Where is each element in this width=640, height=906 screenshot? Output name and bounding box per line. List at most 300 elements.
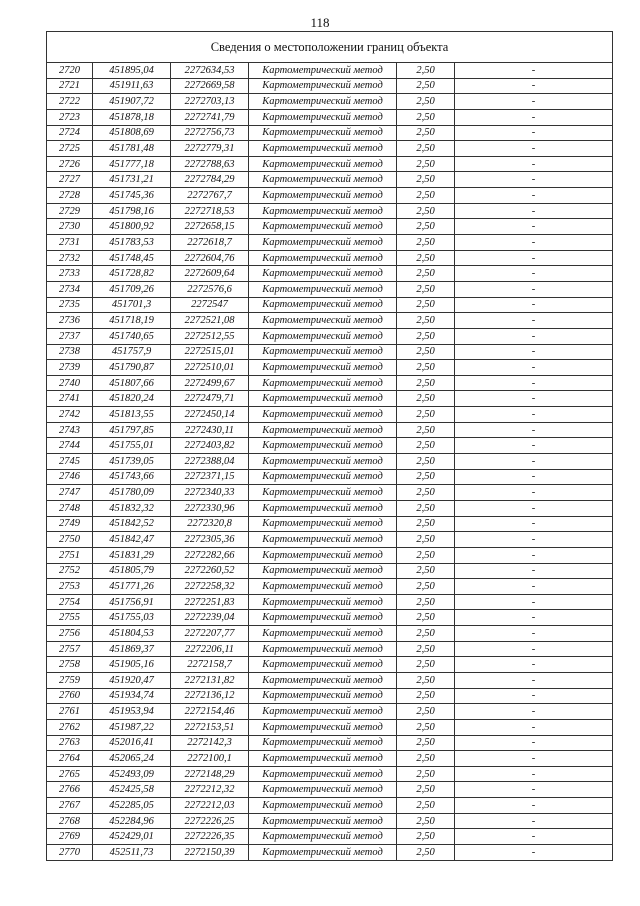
table-row xyxy=(47,735,613,751)
cell-method: Картометрический метод xyxy=(249,626,397,642)
cell-precision: 2,50 xyxy=(397,266,455,282)
cell-precision: 2,50 xyxy=(397,172,455,188)
cell-coord-y: 2272479,71 xyxy=(171,391,249,407)
cell-coord-x: 451807,66 xyxy=(93,375,171,391)
cell-precision: 2,50 xyxy=(397,94,455,110)
cell-coord-x: 451798,16 xyxy=(93,203,171,219)
cell-coord-x: 451800,92 xyxy=(93,219,171,235)
table-row xyxy=(47,63,613,79)
cell-method: Картометрический метод xyxy=(249,172,397,188)
table-row xyxy=(47,766,613,782)
cell-point-number: 2762 xyxy=(47,719,93,735)
cell-precision: 2,50 xyxy=(397,454,455,470)
cell-note: - xyxy=(455,328,613,344)
cell-coord-x: 451740,65 xyxy=(93,328,171,344)
cell-coord-x: 451905,16 xyxy=(93,657,171,673)
cell-precision: 2,50 xyxy=(397,313,455,329)
cell-precision: 2,50 xyxy=(397,657,455,673)
cell-precision: 2,50 xyxy=(397,532,455,548)
table-row xyxy=(47,532,613,548)
cell-coord-x: 451777,18 xyxy=(93,156,171,172)
table-row xyxy=(47,485,613,501)
cell-coord-y: 2272403,82 xyxy=(171,438,249,454)
cell-note: - xyxy=(455,719,613,735)
cell-coord-x: 451718,19 xyxy=(93,313,171,329)
cell-point-number: 2728 xyxy=(47,188,93,204)
cell-precision: 2,50 xyxy=(397,203,455,219)
table-row xyxy=(47,547,613,563)
cell-precision: 2,50 xyxy=(397,782,455,798)
cell-note: - xyxy=(455,782,613,798)
cell-method: Картометрический метод xyxy=(249,500,397,516)
cell-coord-y: 2272305,36 xyxy=(171,532,249,548)
cell-method: Картометрический метод xyxy=(249,735,397,751)
cell-note: - xyxy=(455,845,613,861)
cell-coord-x: 451748,45 xyxy=(93,250,171,266)
table-row xyxy=(47,704,613,720)
cell-coord-x: 451745,36 xyxy=(93,188,171,204)
cell-note: - xyxy=(455,500,613,516)
cell-method: Картометрический метод xyxy=(249,266,397,282)
cell-method: Картометрический метод xyxy=(249,407,397,423)
cell-precision: 2,50 xyxy=(397,672,455,688)
cell-point-number: 2734 xyxy=(47,281,93,297)
cell-method: Картометрический метод xyxy=(249,391,397,407)
cell-method: Картометрический метод xyxy=(249,688,397,704)
cell-coord-y: 2272251,83 xyxy=(171,594,249,610)
cell-point-number: 2724 xyxy=(47,125,93,141)
cell-point-number: 2743 xyxy=(47,422,93,438)
cell-precision: 2,50 xyxy=(397,641,455,657)
cell-coord-x: 451808,69 xyxy=(93,125,171,141)
cell-method: Картометрический метод xyxy=(249,516,397,532)
cell-coord-y: 2272669,58 xyxy=(171,78,249,94)
cell-coord-x: 451783,53 xyxy=(93,235,171,251)
cell-point-number: 2753 xyxy=(47,579,93,595)
cell-method: Картометрический метод xyxy=(249,704,397,720)
cell-note: - xyxy=(455,829,613,845)
cell-precision: 2,50 xyxy=(397,688,455,704)
cell-method: Картометрический метод xyxy=(249,610,397,626)
cell-point-number: 2759 xyxy=(47,672,93,688)
cell-point-number: 2745 xyxy=(47,454,93,470)
cell-precision: 2,50 xyxy=(397,704,455,720)
cell-point-number: 2758 xyxy=(47,657,93,673)
cell-coord-x: 451920,47 xyxy=(93,672,171,688)
cell-note: - xyxy=(455,704,613,720)
table-row xyxy=(47,344,613,360)
table-row xyxy=(47,719,613,735)
cell-note: - xyxy=(455,485,613,501)
cell-coord-y: 2272741,79 xyxy=(171,109,249,125)
cell-precision: 2,50 xyxy=(397,563,455,579)
cell-precision: 2,50 xyxy=(397,516,455,532)
cell-note: - xyxy=(455,172,613,188)
cell-coord-x: 452016,41 xyxy=(93,735,171,751)
cell-note: - xyxy=(455,657,613,673)
cell-precision: 2,50 xyxy=(397,125,455,141)
cell-note: - xyxy=(455,516,613,532)
cell-note: - xyxy=(455,672,613,688)
cell-precision: 2,50 xyxy=(397,407,455,423)
cell-precision: 2,50 xyxy=(397,469,455,485)
cell-point-number: 2767 xyxy=(47,798,93,814)
cell-note: - xyxy=(455,141,613,157)
cell-coord-x: 451805,79 xyxy=(93,563,171,579)
cell-point-number: 2732 xyxy=(47,250,93,266)
cell-coord-x: 451842,47 xyxy=(93,532,171,548)
cell-point-number: 2721 xyxy=(47,78,93,94)
cell-coord-x: 452425,58 xyxy=(93,782,171,798)
cell-point-number: 2736 xyxy=(47,313,93,329)
cell-method: Картометрический метод xyxy=(249,235,397,251)
table-row xyxy=(47,281,613,297)
cell-method: Картометрический метод xyxy=(249,563,397,579)
cell-note: - xyxy=(455,454,613,470)
table-row xyxy=(47,203,613,219)
cell-method: Картометрический метод xyxy=(249,782,397,798)
cell-method: Картометрический метод xyxy=(249,594,397,610)
cell-method: Картометрический метод xyxy=(249,672,397,688)
cell-point-number: 2751 xyxy=(47,547,93,563)
cell-coord-x: 451934,74 xyxy=(93,688,171,704)
cell-coord-y: 2272260,52 xyxy=(171,563,249,579)
cell-coord-x: 451771,26 xyxy=(93,579,171,595)
table-row xyxy=(47,172,613,188)
cell-precision: 2,50 xyxy=(397,375,455,391)
cell-point-number: 2727 xyxy=(47,172,93,188)
cell-coord-y: 2272756,73 xyxy=(171,125,249,141)
cell-precision: 2,50 xyxy=(397,829,455,845)
cell-point-number: 2733 xyxy=(47,266,93,282)
cell-note: - xyxy=(455,203,613,219)
cell-coord-x: 451728,82 xyxy=(93,266,171,282)
cell-note: - xyxy=(455,281,613,297)
cell-coord-x: 452285,05 xyxy=(93,798,171,814)
cell-method: Картометрический метод xyxy=(249,78,397,94)
cell-point-number: 2765 xyxy=(47,766,93,782)
cell-point-number: 2731 xyxy=(47,235,93,251)
cell-coord-x: 452284,96 xyxy=(93,813,171,829)
cell-coord-y: 2272718,53 xyxy=(171,203,249,219)
cell-point-number: 2723 xyxy=(47,109,93,125)
cell-note: - xyxy=(455,766,613,782)
cell-precision: 2,50 xyxy=(397,719,455,735)
cell-coord-x: 451878,18 xyxy=(93,109,171,125)
cell-point-number: 2749 xyxy=(47,516,93,532)
cell-note: - xyxy=(455,235,613,251)
table-row xyxy=(47,235,613,251)
cell-precision: 2,50 xyxy=(397,344,455,360)
cell-point-number: 2764 xyxy=(47,751,93,767)
cell-point-number: 2770 xyxy=(47,845,93,861)
table-title: Сведения о местоположении границ объекта xyxy=(47,32,613,63)
cell-precision: 2,50 xyxy=(397,845,455,861)
cell-coord-x: 451739,05 xyxy=(93,454,171,470)
table-row xyxy=(47,266,613,282)
cell-note: - xyxy=(455,63,613,79)
cell-note: - xyxy=(455,219,613,235)
cell-coord-x: 451842,52 xyxy=(93,516,171,532)
cell-point-number: 2761 xyxy=(47,704,93,720)
cell-precision: 2,50 xyxy=(397,798,455,814)
cell-coord-x: 451755,03 xyxy=(93,610,171,626)
cell-coord-y: 2272131,82 xyxy=(171,672,249,688)
boundary-coordinates-table xyxy=(46,31,613,861)
cell-method: Картометрический метод xyxy=(249,156,397,172)
cell-coord-y: 2272658,15 xyxy=(171,219,249,235)
table-row xyxy=(47,109,613,125)
cell-point-number: 2729 xyxy=(47,203,93,219)
table-row xyxy=(47,829,613,845)
cell-note: - xyxy=(455,813,613,829)
cell-note: - xyxy=(455,344,613,360)
table-row xyxy=(47,328,613,344)
page-number: 118 xyxy=(310,15,330,30)
cell-coord-y: 2272212,03 xyxy=(171,798,249,814)
cell-method: Картометрический метод xyxy=(249,547,397,563)
cell-point-number: 2768 xyxy=(47,813,93,829)
cell-precision: 2,50 xyxy=(397,156,455,172)
cell-note: - xyxy=(455,563,613,579)
cell-method: Картометрический метод xyxy=(249,813,397,829)
cell-precision: 2,50 xyxy=(397,250,455,266)
cell-note: - xyxy=(455,266,613,282)
cell-coord-x: 452493,09 xyxy=(93,766,171,782)
table-row xyxy=(47,250,613,266)
cell-coord-x: 451895,04 xyxy=(93,63,171,79)
table-row xyxy=(47,626,613,642)
cell-method: Картометрический метод xyxy=(249,281,397,297)
cell-coord-y: 2272510,01 xyxy=(171,360,249,376)
cell-method: Картометрический метод xyxy=(249,188,397,204)
cell-precision: 2,50 xyxy=(397,78,455,94)
cell-method: Картометрический метод xyxy=(249,751,397,767)
cell-method: Картометрический метод xyxy=(249,485,397,501)
cell-coord-y: 2272136,12 xyxy=(171,688,249,704)
cell-coord-y: 2272450,14 xyxy=(171,407,249,423)
cell-coord-x: 452511,73 xyxy=(93,845,171,861)
cell-note: - xyxy=(455,422,613,438)
table-row xyxy=(47,688,613,704)
cell-coord-y: 2272618,7 xyxy=(171,235,249,251)
cell-method: Картометрический метод xyxy=(249,422,397,438)
cell-note: - xyxy=(455,313,613,329)
cell-note: - xyxy=(455,688,613,704)
cell-point-number: 2744 xyxy=(47,438,93,454)
cell-precision: 2,50 xyxy=(397,751,455,767)
cell-note: - xyxy=(455,156,613,172)
table-row xyxy=(47,94,613,110)
table-row xyxy=(47,375,613,391)
cell-coord-x: 451813,55 xyxy=(93,407,171,423)
cell-method: Картометрический метод xyxy=(249,829,397,845)
cell-method: Картометрический метод xyxy=(249,94,397,110)
cell-note: - xyxy=(455,641,613,657)
cell-coord-x: 451987,22 xyxy=(93,719,171,735)
cell-note: - xyxy=(455,250,613,266)
cell-precision: 2,50 xyxy=(397,735,455,751)
cell-note: - xyxy=(455,469,613,485)
cell-note: - xyxy=(455,547,613,563)
cell-coord-y: 2272206,11 xyxy=(171,641,249,657)
cell-coord-y: 2272148,29 xyxy=(171,766,249,782)
table-row xyxy=(47,516,613,532)
cell-point-number: 2725 xyxy=(47,141,93,157)
table-row xyxy=(47,422,613,438)
table-row xyxy=(47,297,613,313)
cell-point-number: 2722 xyxy=(47,94,93,110)
cell-point-number: 2739 xyxy=(47,360,93,376)
cell-method: Картометрический метод xyxy=(249,63,397,79)
cell-precision: 2,50 xyxy=(397,360,455,376)
cell-precision: 2,50 xyxy=(397,422,455,438)
cell-method: Картометрический метод xyxy=(249,766,397,782)
cell-note: - xyxy=(455,751,613,767)
cell-precision: 2,50 xyxy=(397,485,455,501)
cell-coord-y: 2272609,64 xyxy=(171,266,249,282)
cell-precision: 2,50 xyxy=(397,141,455,157)
cell-method: Картометрический метод xyxy=(249,454,397,470)
cell-note: - xyxy=(455,610,613,626)
cell-point-number: 2742 xyxy=(47,407,93,423)
cell-point-number: 2720 xyxy=(47,63,93,79)
cell-precision: 2,50 xyxy=(397,235,455,251)
cell-coord-y: 2272340,33 xyxy=(171,485,249,501)
cell-method: Картометрический метод xyxy=(249,328,397,344)
cell-method: Картометрический метод xyxy=(249,469,397,485)
cell-precision: 2,50 xyxy=(397,610,455,626)
cell-point-number: 2752 xyxy=(47,563,93,579)
cell-coord-y: 2272226,25 xyxy=(171,813,249,829)
cell-coord-x: 451757,9 xyxy=(93,344,171,360)
cell-coord-y: 2272576,6 xyxy=(171,281,249,297)
table-body xyxy=(47,32,613,861)
table-row xyxy=(47,672,613,688)
table-row xyxy=(47,579,613,595)
cell-method: Картометрический метод xyxy=(249,109,397,125)
cell-precision: 2,50 xyxy=(397,219,455,235)
cell-precision: 2,50 xyxy=(397,813,455,829)
cell-precision: 2,50 xyxy=(397,766,455,782)
cell-point-number: 2755 xyxy=(47,610,93,626)
cell-point-number: 2757 xyxy=(47,641,93,657)
cell-coord-x: 451804,53 xyxy=(93,626,171,642)
cell-note: - xyxy=(455,391,613,407)
cell-point-number: 2741 xyxy=(47,391,93,407)
table-row xyxy=(47,469,613,485)
cell-coord-y: 2272703,13 xyxy=(171,94,249,110)
cell-precision: 2,50 xyxy=(397,547,455,563)
cell-coord-x: 451701,3 xyxy=(93,297,171,313)
table-row xyxy=(47,454,613,470)
table-row xyxy=(47,813,613,829)
cell-method: Картометрический метод xyxy=(249,657,397,673)
cell-note: - xyxy=(455,407,613,423)
cell-method: Картометрический метод xyxy=(249,141,397,157)
table-row xyxy=(47,156,613,172)
table-row xyxy=(47,798,613,814)
table-row xyxy=(47,125,613,141)
cell-precision: 2,50 xyxy=(397,500,455,516)
cell-coord-y: 2272634,53 xyxy=(171,63,249,79)
cell-note: - xyxy=(455,109,613,125)
cell-point-number: 2754 xyxy=(47,594,93,610)
cell-coord-x: 451790,87 xyxy=(93,360,171,376)
cell-precision: 2,50 xyxy=(397,63,455,79)
table-row xyxy=(47,563,613,579)
cell-point-number: 2737 xyxy=(47,328,93,344)
cell-method: Картометрический метод xyxy=(249,297,397,313)
cell-coord-x: 451731,21 xyxy=(93,172,171,188)
cell-coord-x: 451780,09 xyxy=(93,485,171,501)
cell-method: Картометрический метод xyxy=(249,798,397,814)
cell-coord-y: 2272158,7 xyxy=(171,657,249,673)
table-row xyxy=(47,188,613,204)
cell-point-number: 2738 xyxy=(47,344,93,360)
table-row xyxy=(47,438,613,454)
cell-coord-x: 452065,24 xyxy=(93,751,171,767)
cell-coord-y: 2272521,08 xyxy=(171,313,249,329)
cell-method: Картометрический метод xyxy=(249,579,397,595)
cell-method: Картометрический метод xyxy=(249,375,397,391)
cell-point-number: 2760 xyxy=(47,688,93,704)
cell-point-number: 2747 xyxy=(47,485,93,501)
cell-coord-x: 451869,37 xyxy=(93,641,171,657)
cell-note: - xyxy=(455,188,613,204)
cell-coord-x: 451832,32 xyxy=(93,500,171,516)
cell-coord-y: 2272330,96 xyxy=(171,500,249,516)
cell-coord-x: 451756,91 xyxy=(93,594,171,610)
cell-coord-y: 2272430,11 xyxy=(171,422,249,438)
cell-coord-x: 451743,66 xyxy=(93,469,171,485)
table-row xyxy=(47,141,613,157)
cell-coord-y: 2272512,55 xyxy=(171,328,249,344)
table-row xyxy=(47,313,613,329)
cell-precision: 2,50 xyxy=(397,594,455,610)
table-row xyxy=(47,500,613,516)
cell-coord-y: 2272547 xyxy=(171,297,249,313)
cell-coord-y: 2272371,15 xyxy=(171,469,249,485)
table-row xyxy=(47,782,613,798)
cell-precision: 2,50 xyxy=(397,391,455,407)
cell-coord-y: 2272258,32 xyxy=(171,579,249,595)
cell-note: - xyxy=(455,798,613,814)
cell-coord-x: 451797,85 xyxy=(93,422,171,438)
cell-point-number: 2748 xyxy=(47,500,93,516)
cell-point-number: 2740 xyxy=(47,375,93,391)
cell-coord-y: 2272388,04 xyxy=(171,454,249,470)
cell-note: - xyxy=(455,594,613,610)
cell-note: - xyxy=(455,360,613,376)
table-row xyxy=(47,407,613,423)
cell-precision: 2,50 xyxy=(397,109,455,125)
cell-coord-y: 2272282,66 xyxy=(171,547,249,563)
cell-method: Картометрический метод xyxy=(249,532,397,548)
cell-coord-y: 2272239,04 xyxy=(171,610,249,626)
cell-coord-y: 2272779,31 xyxy=(171,141,249,157)
table-row xyxy=(47,751,613,767)
cell-method: Картометрический метод xyxy=(249,344,397,360)
table-row xyxy=(47,219,613,235)
cell-point-number: 2735 xyxy=(47,297,93,313)
cell-coord-x: 451831,29 xyxy=(93,547,171,563)
cell-coord-y: 2272207,77 xyxy=(171,626,249,642)
cell-coord-y: 2272142,3 xyxy=(171,735,249,751)
cell-note: - xyxy=(455,94,613,110)
cell-precision: 2,50 xyxy=(397,188,455,204)
cell-coord-y: 2272604,76 xyxy=(171,250,249,266)
